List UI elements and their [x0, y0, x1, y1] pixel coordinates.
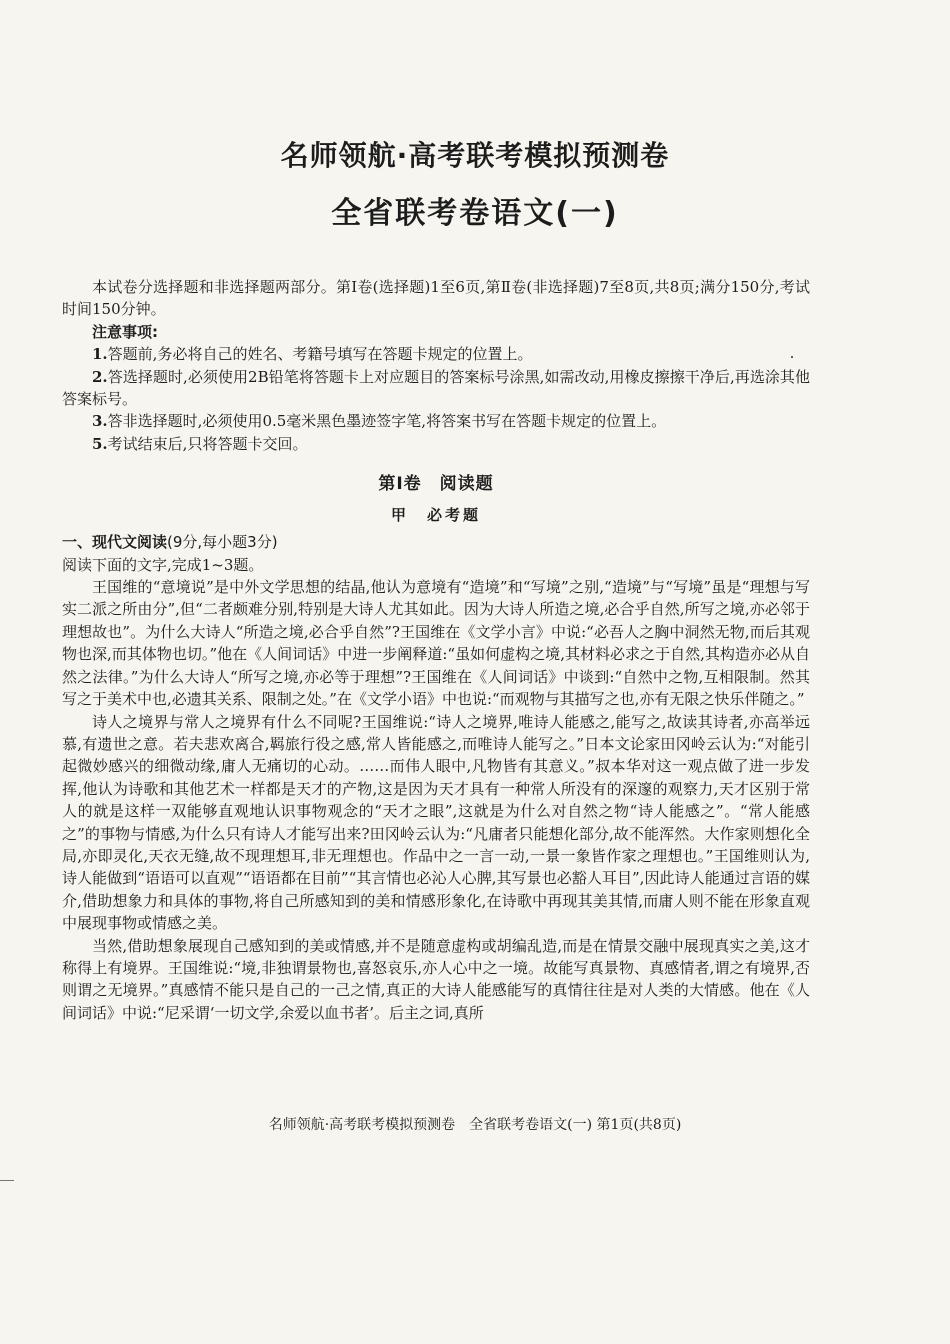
- note-number: 1.: [92, 345, 108, 364]
- notes-title: 注意事项:: [92, 322, 158, 341]
- page-footer: 名师领航·高考联考模拟预测卷 全省联考卷语文(一) 第1页(共8页): [268, 1117, 682, 1133]
- question-heading-label: 一、现代文阅读: [62, 533, 168, 552]
- exam-intro: 本试卷分选择题和非选择题两部分。第Ⅰ卷(选择题)1至6页,第Ⅱ卷(非选择题)7至8页,共8页;满分150分,考试时间150分钟。: [62, 278, 810, 319]
- stray-mark: [791, 356, 793, 358]
- exam-paper-title: 全省联考卷语文(一): [331, 196, 619, 231]
- note-text: 答选择题时,必须使用2B铅笔将答题卡上对应题目的答案标号涂黑,如需改动,用橡皮擦擦干净后,再选涂其他答案标号。: [62, 367, 810, 409]
- margin-mark: [0, 1180, 14, 1181]
- section-title: 第Ⅰ卷 阅读题: [378, 474, 494, 495]
- note-number: 5.: [92, 434, 108, 453]
- note-text: 答非选择题时,必须使用0.5毫米黑色墨迹签字笔,将答案书写在答题卡规定的位置上。: [107, 412, 667, 431]
- section-subtitle: 甲 必考题: [390, 506, 481, 525]
- question-heading-note: (9分,每小题3分): [167, 533, 278, 552]
- note-number: 3.: [92, 412, 108, 431]
- note-text: 答题前,务必将自己的姓名、考籍号填写在答题卡规定的位置上。: [107, 345, 533, 364]
- note-item-2: [62, 366, 810, 411]
- question-instruction: 阅读下面的文字,完成1~3题。: [62, 555, 264, 574]
- passage-paragraph-1: 王国维的“意境说”是中外文学思想的结晶,他认为意境有“造境”和“写境”之别,“造境”与“写境”虽是“理想与写实二派之所由分”,但“二者颇难分别,特别是大诗人尤其如此。因为大诗人所造之境,必合乎自然,所写之境,亦必邻于理想故也”。为什么大诗人“所造之境,必合乎自然”?王国维在《文学小言》中说:“必吾人之胸中洞然无物,而后其观物也深,而其体物也切。”他在《人间词话》中进一步阐释道:“虽如何虚构之境,其材料必求之于自然,其构造亦必从自然之法律。”为什么大诗人“所写之境,亦必等于理想”?王国维在《人间词话》中谈到:“自然中之物,互相限制。然其写之于美术中也,必遗其关系、限制之处。”在《文学小语》中也说:“而观物与其描写之也,亦有无限之快乐伴随之。”: [62, 578, 810, 709]
- passage-paragraph-3: 当然,借助想象展现自己感知到的美或情感,并不是随意虚构或胡编乱造,而是在情景交融中展现真实之美,这才称得上有境界。王国维说:“境,非独谓景物也,喜怒哀乐,亦人心中之一境。故能写真景物、真感情者,谓之有境界,否则谓之无境界。”真感情不能只是自己的一己之情,真正的大诗人能感能写的真情往往是对人类的大情感。他在《人间词话》中说:“尼采谓‘一切文学,余爱以血书者’。后主之词,真所: [62, 936, 810, 1022]
- note-item-1: [62, 343, 810, 365]
- note-number: 2.: [92, 367, 108, 386]
- note-item-3: [62, 410, 810, 432]
- passage-paragraph-2: 诗人之境界与常人之境界有什么不同呢?王国维说:“诗人之境界,唯诗人能感之,能写之,故读其诗者,亦高举远慕,有遗世之意。若夫悲欢离合,羁旅行役之感,常人皆能感之,而唯诗人能写之。”日本文论家田冈岭云认为:“对能引起微妙感兴的细微动缘,庸人无痛切的心动。……而伟人眼中,凡物皆有其意义。”叔本华对这一观点做了进一步发挥,他认为诗歌和其他艺术一样都是天才的产物,这是因为天才具有一种常人所没有的深邃的观察力,天才区别于常人的就是这样一双能够直观地认识事物观念的“天才之眼”,这就是为什么对自然之物“诗人能感之”。“常人能感之”的事物与情感,为什么只有诗人才能写出来?田冈岭云认为:“凡庸者只能想化部分,故不能浑然。大作家则想化全局,亦即灵化,天衣无缝,故不现理想耳,非无理想也。作品中之一言一动,一景一象皆作家之理想也。”王国维则认为,诗人能做到“语语可以直观”“语语都在目前”“其言情也必沁人心脾,其写景也必豁人耳目”,因此诗人能通过言语的媒介,借助想象力和具体的事物,将自己所感知到的美和情感形象化,在诗歌中再现其美其情,而庸人则不能在形象直观中展现事物或情感之美。: [62, 712, 810, 933]
- page-content: [62, 276, 810, 1024]
- note-item-5: [62, 433, 810, 455]
- note-text: 考试结束后,只将答题卡交回。: [107, 434, 308, 453]
- question-heading: [62, 531, 810, 553]
- exam-series-title: 名师领航·高考联考模拟预测卷: [280, 139, 670, 172]
